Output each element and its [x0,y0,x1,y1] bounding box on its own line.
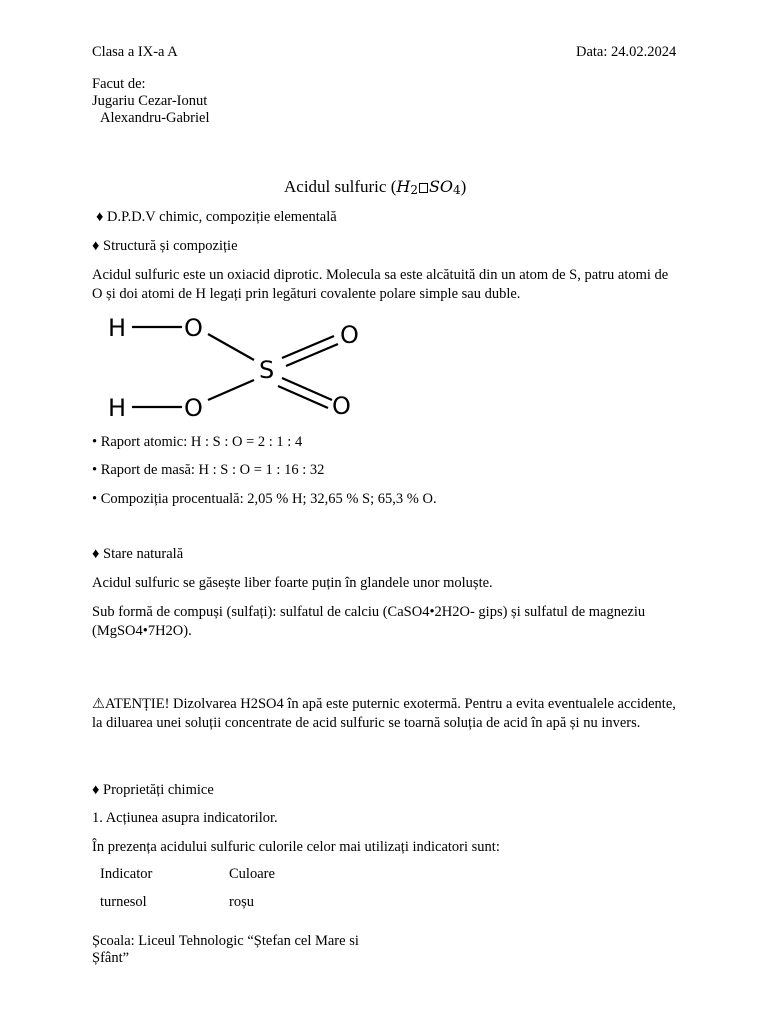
formula-h: H [396,177,411,196]
author-name: Alexandru-Gabriel [100,110,210,126]
prezenta-text: În prezența acidului sulfuric culorile celor mai utilizați indicatori sunt: [92,839,500,855]
section-heading-proprietati: ♦ Proprietăți chimice [92,782,214,798]
raport-atomic: • Raport atomic: H : S : O = 2 : 1 : 4 [92,434,303,450]
section-heading-dpdv: ♦ D.P.D.V chimic, compoziție elementală [96,209,337,225]
atom-oxygen: O [332,392,351,420]
table-cell: roșu [229,894,254,910]
h2so4-structure-diagram [104,308,364,420]
section-heading-stare: ♦ Stare naturală [92,546,184,562]
compozitia-procentuala: • Compoziția procentuală: 2,05 % H; 32,65 % S; 65,3 % O. [92,491,437,507]
title-close: ) [460,177,467,196]
stare-text: Sub formă de compuși (sulfați): sulfatul de calciu (CaSO4•2H2O- gips) și sulfatul de magneziu (MgSO4•7H2O). [92,604,646,639]
atom-oxygen: O [184,314,203,342]
section-heading-structura: ♦ Structură și compoziție [92,238,238,254]
school-line: Șfânt” [92,950,130,966]
atom-oxygen: O [184,394,203,420]
missing-glyph-icon [419,183,428,193]
actiunea-item: 1. Acțiunea asupra indicatorilor. [92,810,278,826]
date-label: Data: 24.02.2024 [576,44,677,60]
made-by-label: Facut de: [92,76,146,92]
formula-subscript: 2 [410,183,418,197]
table-header: Culoare [229,866,275,882]
author-name: Jugariu Cezar-Ionut [92,93,208,109]
atom-oxygen: O [340,321,359,349]
table-header: Indicator [100,866,153,882]
document-title [284,177,466,197]
atom-sulfur: S [259,356,275,384]
formula-subscript: 4 [453,183,461,197]
formula-so: SO [428,177,454,196]
stare-text: Acidul sulfuric se găsește liber foarte puțin în glandele unor moluște. [92,575,493,591]
school-line: Școala: Liceul Tehnologic “Ștefan cel Mare si [92,933,359,949]
raport-masa: • Raport de masă: H : S : O = 1 : 16 : 32 [92,462,325,478]
table-cell: turnesol [100,894,147,910]
atom-hydrogen: H [108,394,127,420]
title-text: Acidul sulfuric ( [284,177,397,196]
warning-paragraph: ⚠ATENȚIE! Dizolvarea H2SO4 în apă este puternic exotermă. Pentru a evita eventualele accidente, la diluarea unei soluții concentrate de acid sulfuric se toarnă soluția de acid în apă și nu invers. [92,696,676,731]
structura-paragraph: Acidul sulfuric este un oxiacid diprotic. Molecula sa este alcătuită din un atom de S, patru atomi de O și doi atomi de H legați prin legături covalente polare simple sau duble. [92,267,669,302]
class-label: Clasa a IX-a A [92,44,178,60]
atom-hydrogen: H [108,314,127,342]
